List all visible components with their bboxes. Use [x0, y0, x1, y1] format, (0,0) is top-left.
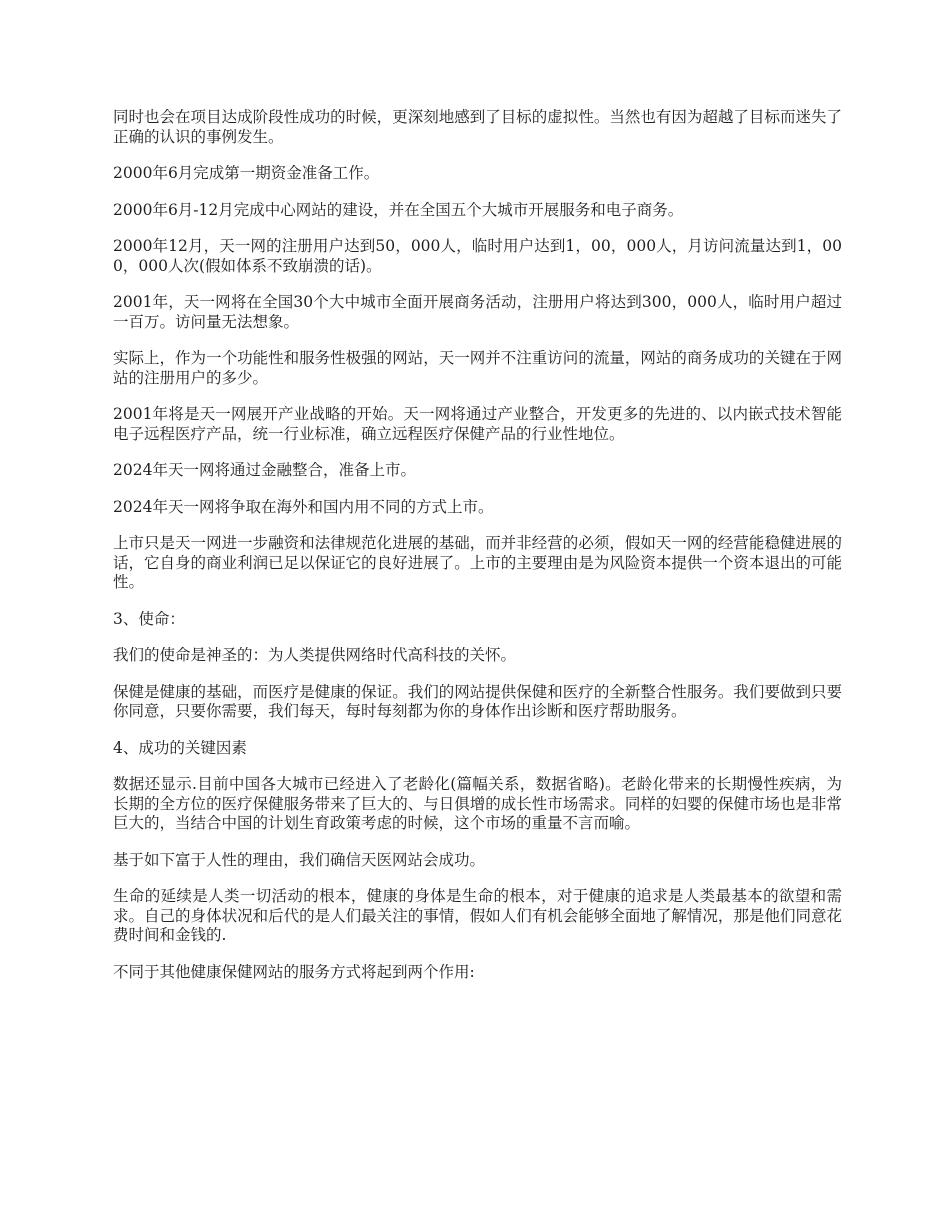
paragraph-healthcare-service: 保健是健康的基础，而医疗是健康的保证。我们的网站提供保健和医疗的全新整合性服务。我们要做到只要你同意，只要你需要，我们每天，每时每刻都为你的身体作出诊断和医疗帮助服务。	[113, 682, 842, 720]
document-page	[113, 108, 842, 999]
paragraph-milestone-2000-12: 2000年12月，天一网的注册用户达到50，000人，临时用户达到1，00，000人，月访问流量达到1，000，000人次(假如体系不致崩溃的话)。	[113, 237, 842, 275]
paragraph-success-belief: 基于如下富于人性的理由，我们确信天医网站会成功。	[113, 850, 486, 869]
paragraph-industry-strategy: 2001年将是天一网展开产业战略的开始。天一网将通过产业整合，开发更多的先进的、以内嵌式技术智能电子远程医疗产品，统一行业标准，确立远程医疗保健产品的行业性地位。	[113, 405, 842, 443]
paragraph-listing: 2024年天一网将争取在海外和国内用不同的方式上市。	[113, 497, 494, 516]
paragraph-milestone-2001: 2001年，天一网将在全国30个大中城市全面开展商务活动，注册用户将达到300，000人，临时用户超过一百万。访问量无法想象。	[113, 293, 842, 331]
paragraph-registered-users: 实际上，作为一个功能性和服务性极强的网站，天一网并不注重访问的流量，网站的商务成功的关键在于网站的注册用户的多少。	[113, 349, 842, 387]
paragraph-market-data: 数据还显示.目前中国各大城市已经进入了老龄化(篇幅关系，数据省略)。老龄化带来的长期慢性疾病，为长期的全方位的医疗保健服务带来了巨大的、与日俱增的成长性市场需求。同样的妇婴的保健市场也是非常巨大的，当结合中国的计划生育政策考虑的时候，这个市场的重量不言而喻。	[113, 775, 842, 832]
paragraph-financial-integration: 2024年天一网将通过金融整合，准备上市。	[113, 461, 416, 479]
heading-mission: 3、使命：	[113, 609, 185, 628]
paragraph-intro: 同时也会在项目达成阶段性成功的时候，更深刻地感到了目标的虚拟性。当然也有因为超越了目标而迷失了正确的认识的事例发生。	[113, 108, 842, 146]
paragraph-milestone-2000-06-12: 2000年6月-12月完成中心网站的建设，并在全国五个大城市开展服务和电子商务。	[113, 200, 684, 219]
paragraph-milestone-2000-06: 2000年6月完成第一期资金准备工作。	[113, 164, 380, 182]
paragraph-listing-reason: 上市只是天一网进一步融资和法律规范化进展的基础，而并非经营的必须，假如天一网的经营能稳健进展的话，它自身的商业利润已足以保证它的良好进展了。上市的主要理由是为风险资本提供一个资本退出的可能性。	[113, 534, 842, 591]
paragraph-mission-statement: 我们的使命是神圣的：为人类提供网络时代高科技的关怀。	[113, 646, 517, 664]
paragraph-service-roles: 不同于其他健康保健网站的服务方式将起到两个作用:	[113, 962, 475, 981]
paragraph-health-pursuit: 生命的延续是人类一切活动的根本，健康的身体是生命的根本，对于健康的追求是人类最基本的欲望和需求。自己的身体状况和后代的是人们最关注的事情，假如人们有机会能够全面地了解情况，那是他们同意花费时间和金钱的.	[113, 887, 842, 944]
heading-key-success-factors: 4、成功的关键因素	[113, 738, 247, 757]
